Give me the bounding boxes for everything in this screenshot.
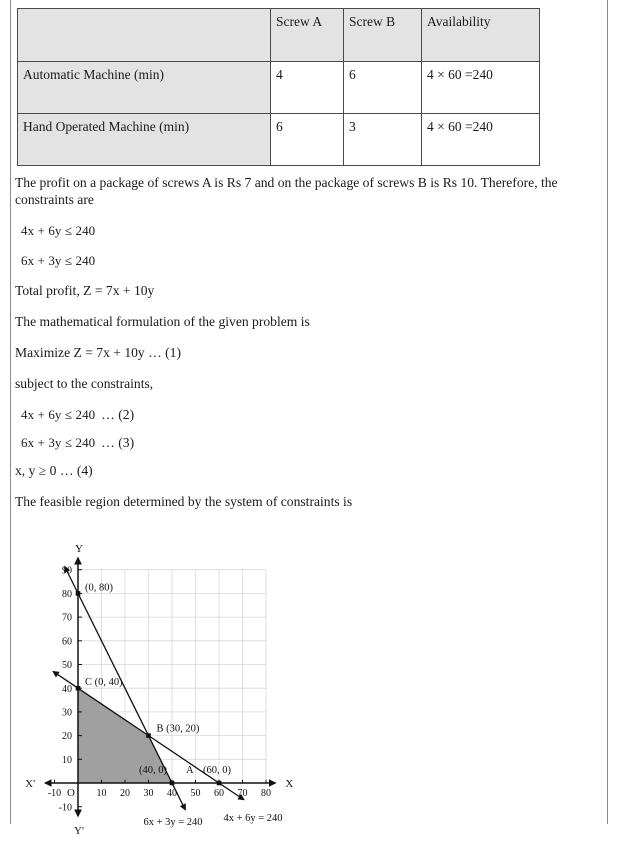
point-annotation: B (30, 20)	[156, 723, 200, 735]
table-row	[18, 114, 540, 166]
constraint-2-row	[15, 407, 605, 423]
nonnegativity-line: x, y ≥ 0 … (4)	[15, 462, 93, 478]
table-header-row	[18, 9, 540, 62]
solution-text	[15, 175, 605, 511]
x-tick-label: 10	[96, 787, 107, 799]
y-axis-name: Y	[75, 542, 83, 555]
y-tick-label: 70	[62, 612, 72, 624]
constraint-1-equation: 4x + 6y ≤ 240	[21, 222, 96, 238]
constraint-3-row	[15, 435, 605, 451]
table-cell-machine-label: Hand Operated Machine (min)	[18, 114, 271, 166]
table-cell-screw-b: 6	[344, 62, 422, 114]
table-header-screw-b: Screw B	[344, 9, 422, 62]
constraint-3-tag: … (3)	[101, 434, 135, 450]
intro-paragraph: The profit on a package of screws A is Rs 7 and on the package of screws B is Rs 10. Therefore, the constraints are	[15, 175, 558, 207]
table-cell-screw-a: 4	[271, 62, 344, 114]
y-tick-label: 10	[62, 754, 72, 766]
graph-canvas	[13, 525, 353, 845]
x-axis-name: X	[285, 777, 294, 790]
graph-labels	[25, 543, 293, 837]
table-cell-screw-b: 3	[344, 114, 422, 166]
data-point-marker	[170, 781, 175, 786]
table-header-blank	[18, 9, 271, 62]
constraint-line-label: 4x + 6y = 240	[223, 812, 283, 824]
point-annotation: (0, 80)	[85, 582, 113, 594]
table-row	[18, 62, 540, 114]
y-tick-label: 90	[62, 565, 72, 577]
y-negative-axis-name: Y'	[74, 825, 84, 838]
point-annotation: A	[186, 764, 194, 776]
x-tick-label: 40	[167, 787, 177, 799]
data-point-marker	[76, 686, 81, 691]
constraint-2-equation: 6x + 3y ≤ 240	[21, 252, 96, 268]
origin-label: O	[67, 786, 75, 799]
y-tick-label: 80	[62, 588, 72, 600]
total-profit-line: Total profit, Z = 7x + 10y	[15, 282, 155, 298]
constraint-3-eq: 6x + 3y ≤ 240	[21, 434, 96, 450]
point-annotation: (60, 0)	[203, 764, 231, 776]
data-point-marker	[146, 733, 151, 738]
table-header-availability: Availability	[422, 9, 540, 62]
subject-to-line: subject to the constraints,	[15, 375, 154, 391]
table-cell-screw-a: 6	[271, 114, 344, 166]
formulation-line: The mathematical formulation of the given problem is	[15, 313, 310, 329]
x-tick-label: -10	[47, 787, 62, 799]
feasible-region-line: The feasible region determined by the system of constraints is	[15, 493, 353, 509]
point-annotation: (40, 0)	[139, 764, 167, 776]
x-tick-label: 60	[214, 787, 224, 799]
point-annotation: C (0, 40)	[85, 677, 123, 689]
page-content	[15, 0, 605, 845]
y-tick-label: -10	[58, 802, 72, 814]
maximize-line: Maximize Z = 7x + 10y … (1)	[15, 344, 181, 360]
y-tick-label: 40	[62, 683, 72, 695]
table-header-screw-a: Screw A	[271, 9, 344, 62]
x-tick-label: 70	[237, 787, 248, 799]
x-negative-axis-name: X'	[25, 777, 36, 790]
x-tick-label: 50	[190, 787, 201, 799]
table-cell-machine-label: Automatic Machine (min)	[18, 62, 271, 114]
data-point-marker	[217, 781, 222, 786]
table-cell-availability: 4 × 60 =240	[422, 62, 540, 114]
feasible-region-graph	[13, 525, 353, 845]
table-cell-availability: 4 × 60 =240	[422, 114, 540, 166]
constraint-line-label: 6x + 3y = 240	[143, 816, 203, 828]
x-tick-label: 30	[143, 787, 154, 799]
constraint-2-eq: 4x + 6y ≤ 240	[21, 406, 96, 422]
data-point-marker	[76, 591, 81, 596]
y-tick-label: 50	[62, 659, 72, 671]
y-tick-label: 30	[62, 707, 72, 719]
constraint-2-tag: … (2)	[101, 406, 135, 422]
requirements-table	[17, 8, 540, 166]
y-tick-label: 20	[62, 731, 72, 743]
x-tick-label: 20	[120, 787, 130, 799]
y-tick-label: 60	[62, 636, 72, 648]
x-tick-label: 80	[261, 787, 271, 799]
